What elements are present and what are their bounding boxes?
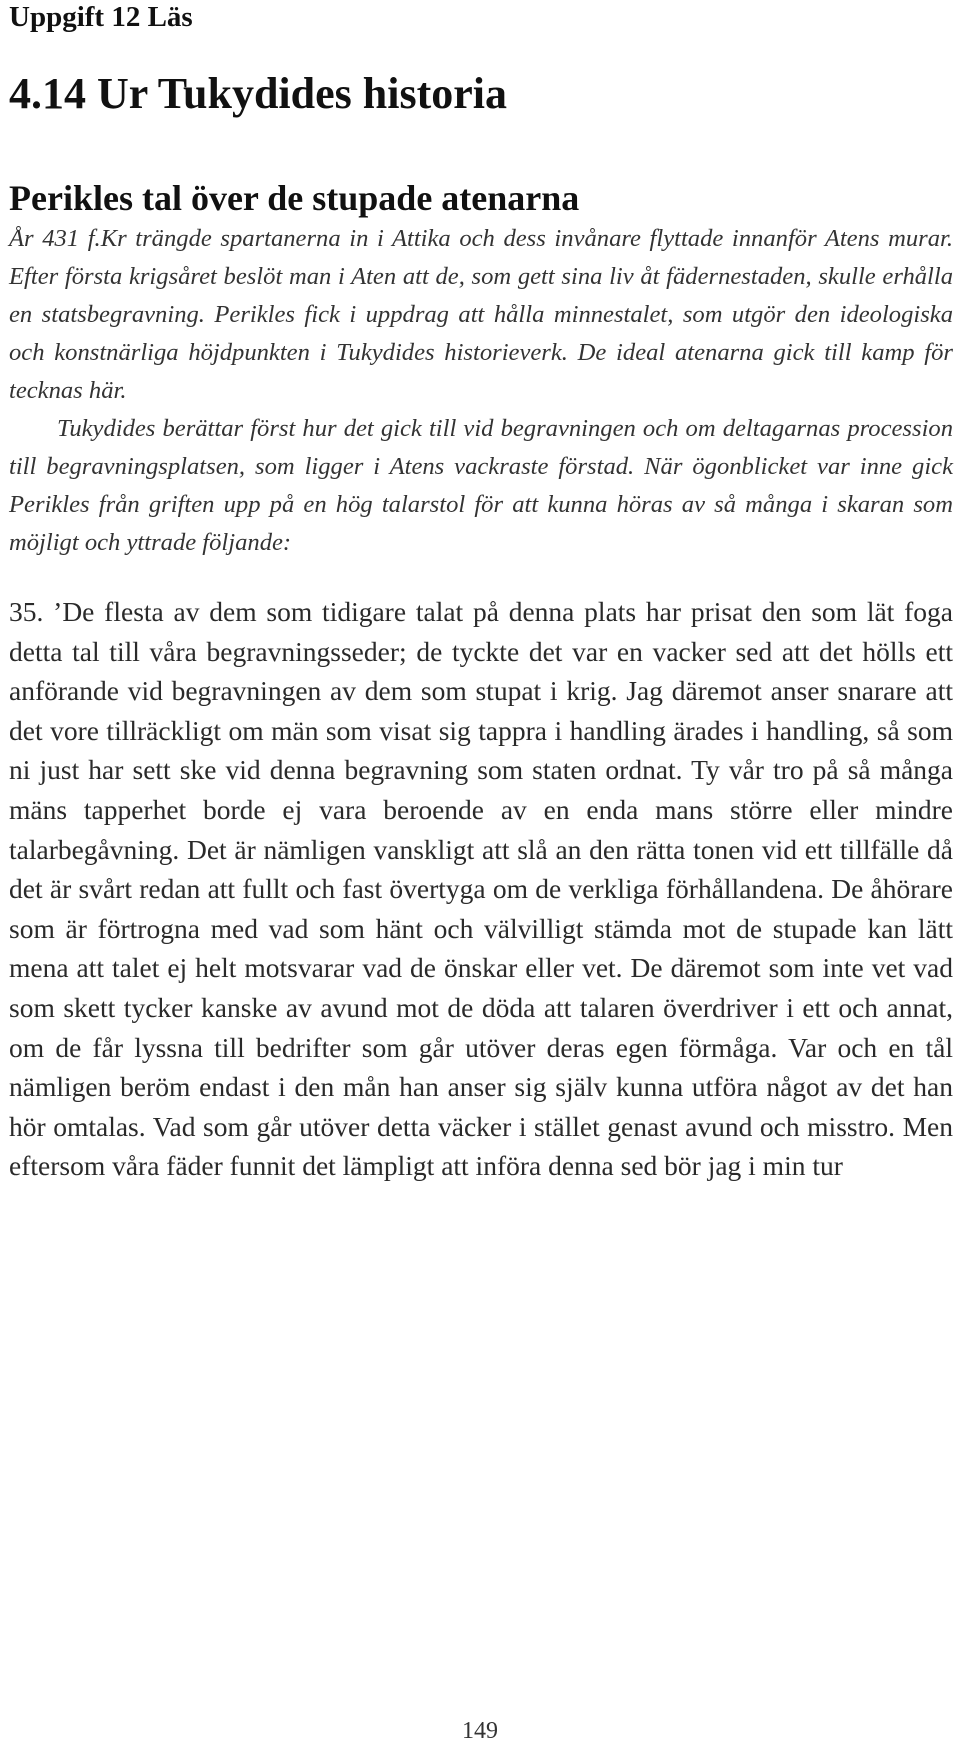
- speech-body: [9, 592, 953, 1186]
- intro-paragraph: Tukydides berättar först hur det gick till vid begravningen och om deltagarnas procession till begravningsplatsen, som ligger i Atens vackraste förstad. När ögonblicket var inne gick Perikles från griften upp på en hög talarstol för att kunna höras av så många i skaran som möjligt och yttrade följande:: [9, 415, 953, 556]
- speech-paragraph: 35. ’De flesta av dem som tidigare talat på denna plats har prisat den som lät foga detta tal till våra begravningsseder; de tyckte det var en vacker sed att det hölls ett anförande vid begravningen av dem som stupat i krig. Jag däremot anser snarare att det vore tillräckligt om män som visat sig tappra i handling ärades i handling, så som ni just har sett ske vid denna begravning som staten ordnat. Ty vår tro på så många mäns tapperhet borde ej vara beroende av en enda mans större eller mindre talarbegåvning. Det är nämligen vanskligt att slå an den rätta tonen vid ett tillfälle då det är svårt redan att fullt och fast övertyga om de verkliga förhållandena. De åhörare som är förtrogna med vad som hänt och välvilligt stämda mot de stupade kan lätt mena att talet ej helt motsvarar vad de önskar eller vet. De däremot som inte vet vad som skett tycker kanske av avund mot de döda att talaren överdriver i ett och annat, om de får lyssna till bedrifter som går utöver deras egen förmåga. Var och en tål nämligen beröm endast i den mån han anser sig själv kunna utföra något av det han hör omtalas. Vad som går utöver detta väcker i stället genast avund och misstro. Men eftersom våra fäder funnit det lämpligt att införa denna sed bör jag i min tur: [9, 596, 953, 1182]
- document-page: [9, 0, 953, 1186]
- intro-section: [9, 220, 953, 562]
- page-number: 149: [462, 1718, 498, 1744]
- intro-paragraph: År 431 f.Kr trängde spartanerna in i Attika och dess invånare flyttade innanför Atens murar. Efter första krigsåret beslöt man i Aten att de, som gett sina liv åt fädernestaden, skulle erhålla en statsbegravning. Perikles fick i uppdrag att hålla minnestalet, som utgör den ideologiska och konstnärliga höjdpunkten i Tukydides historieverk. De ideal atenarna gick till kamp för tecknas här.: [9, 225, 953, 404]
- speech-title: Perikles tal över de stupade atenarna: [9, 178, 580, 218]
- chapter-title: 4.14 Ur Tukydides historia: [9, 69, 508, 118]
- task-label: Uppgift 12 Läs: [9, 1, 193, 33]
